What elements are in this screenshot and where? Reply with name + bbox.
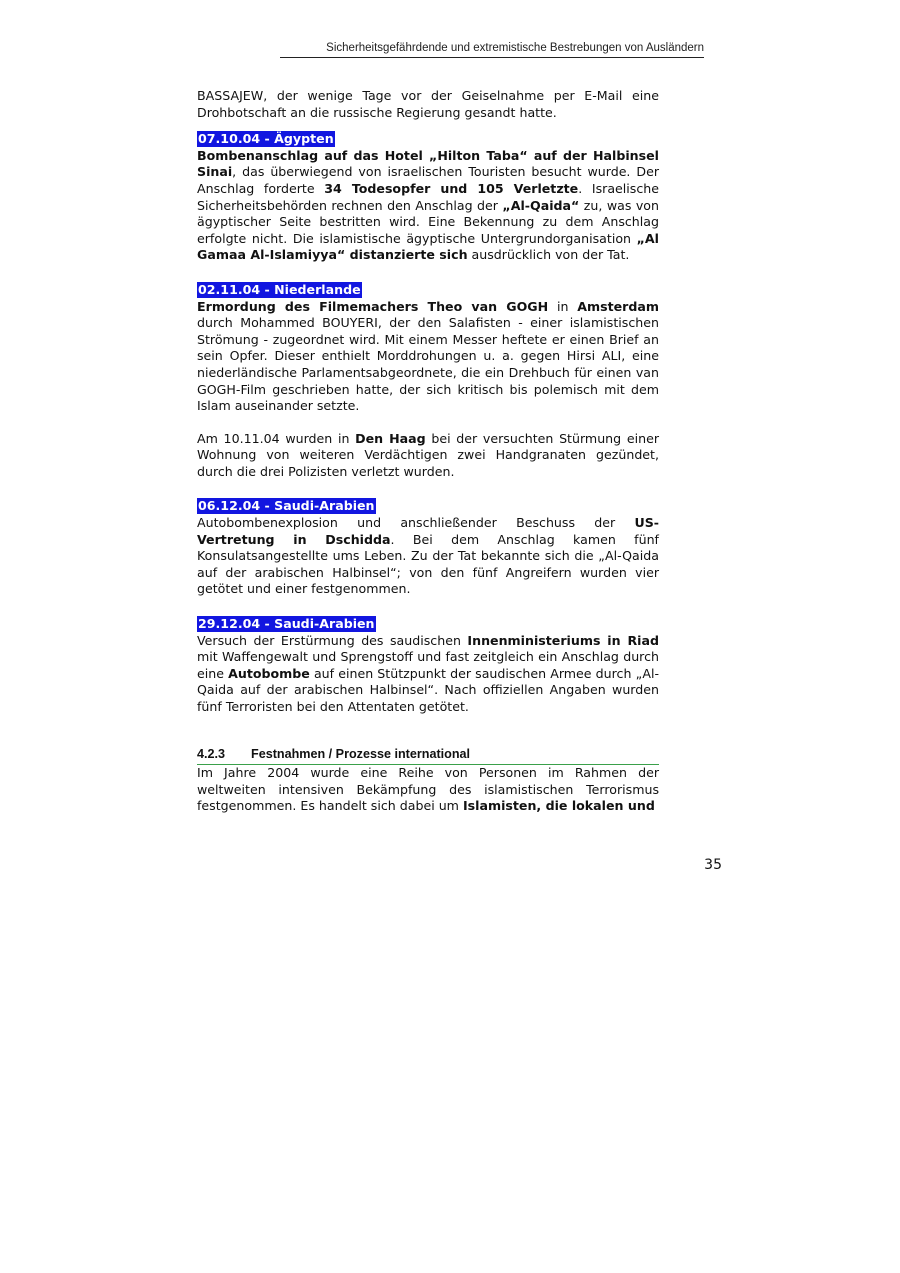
date-heading: 07.10.04 - Ägypten [198, 131, 334, 147]
event-entry-netherlands [197, 282, 659, 481]
event-entry-saudi-riyadh [197, 616, 659, 716]
date-heading: 29.12.04 - Saudi-Arabien [198, 616, 375, 632]
section-heading [197, 746, 659, 766]
date-heading: 06.12.04 - Saudi-Arabien [198, 498, 375, 514]
event-entry-egypt [197, 131, 659, 264]
event-paragraph: Ermordung des Filmemachers Theo van GOGH in Amsterdam durch Mohammed BOUYERI, der den Salafisten - einer islamistischen Strömung - zugeordnet wird. Mit einem Messer heftete er einen Brief an sein Opfer. Dieser enthielt Morddrohungen u. a. gegen Hirsi ALI, eine niederländische Parlamentsabgeordnete, die ein Drehbuch für einen van GOGH-Film geschrieben hatte, der sich kritisch bis polemisch mit dem Islam auseinander setzte. [197, 298, 659, 414]
page-content [197, 88, 659, 815]
event-paragraph: Bombenanschlag auf das Hotel „Hilton Taba“ auf der Halbinsel Sinai, das überwiegend von israelischen Touristen besucht wurde. Der Anschlag forderte 34 Todesopfer und 105 Verletzte. Israelische Sicherheitsbehörden rechnen den Anschlag der „Al-Qaida“ zu, was von ägyptischer Seite bestritten wird. Eine Bekennung zu dem Anschlag erfolgte nicht. Die islamistische ägyptische Untergrundorganisation „Al Gamaa Al-Islamiyya“ distanzierte sich ausdrücklich von der Tat. [197, 147, 659, 263]
event-paragraph-followup: Am 10.11.04 wurden in Den Haag bei der versuchten Stürmung einer Wohnung von weiteren Verdächtigen zwei Handgranaten gezündet, durch die drei Polizisten verletzt wurden. [197, 430, 659, 479]
section-title: Festnahmen / Prozesse international [251, 746, 471, 761]
event-paragraph: Autobombenexplosion und anschließender Beschuss der US-Vertretung in Dschidda. Bei dem Anschlag kamen fünf Konsulatsangestellte ums Leben. Zu der Tat bekannte sich die „Al-Qaida auf der arabischen Halbinsel“; von den fünf Angreifern wurden vier getötet und einer festgenommen. [197, 515, 659, 597]
page-number: 35 [704, 857, 722, 873]
intro-paragraph: BASSAJEW, der wenige Tage vor der Geiselnahme per E-Mail eine Drohbotschaft an die russische Regierung gesandt hatte. [197, 88, 659, 120]
section-number: 4.2.3 [197, 746, 226, 761]
event-paragraph: Versuch der Erstürmung des saudischen Innenministeriums in Riad mit Waffengewalt und Sprengstoff und fast zeitgleich ein Anschlag durch eine Autobombe auf einen Stützpunkt der saudischen Armee durch „Al-Qaida auf der arabischen Halbinsel“. Nach offiziellen Angaben wurden fünf Terroristen bei den Attentaten getötet. [197, 632, 659, 714]
section-paragraph: Im Jahre 2004 wurde eine Reihe von Personen im Rahmen der weltweiten intensiven Bekämpfung des islamistischen Terrorismus festgenommen. Es handelt sich dabei um Islamisten, die lokalen und [197, 765, 659, 814]
running-header: Sicherheitsgefährdende und extremistische Bestrebungen von Ausländern [280, 42, 704, 58]
event-entry-saudi-jeddah [197, 498, 659, 598]
date-heading: 02.11.04 - Niederlande [198, 281, 361, 297]
